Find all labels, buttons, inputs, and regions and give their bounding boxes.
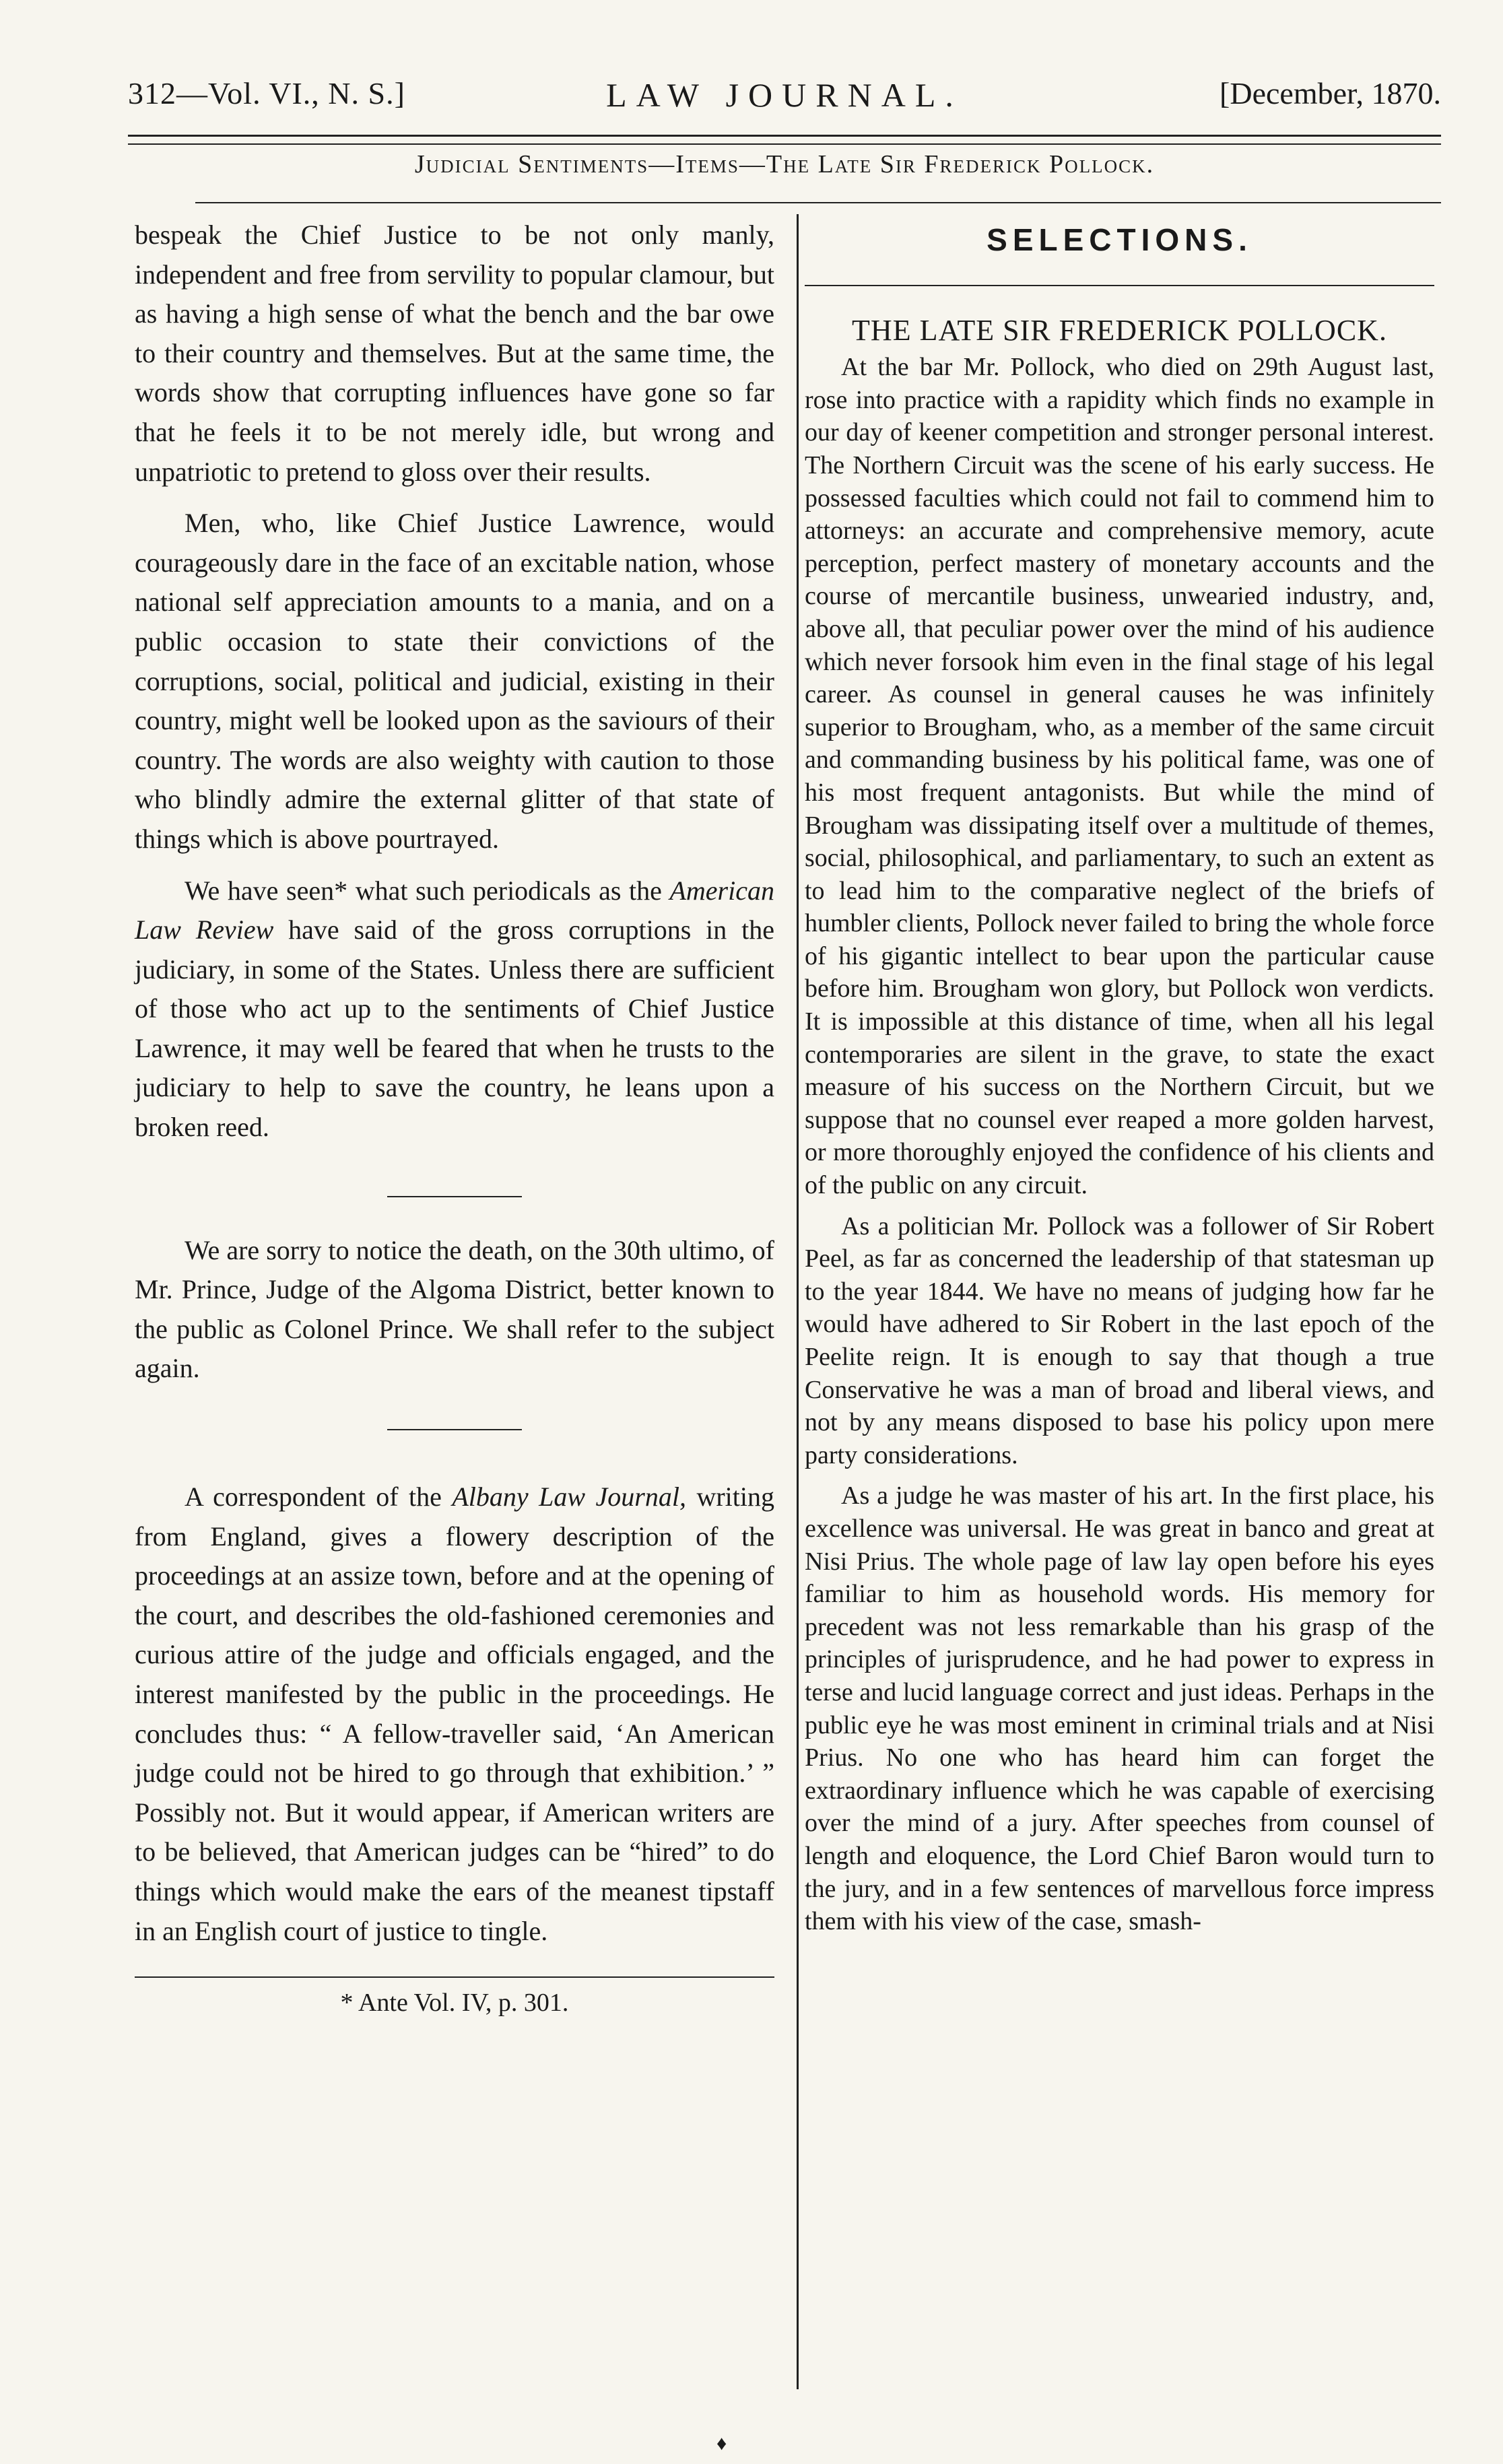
american-law-review-title: American Law Review xyxy=(135,875,774,945)
item-separator-1 xyxy=(387,1196,522,1197)
selections-rule xyxy=(805,285,1434,286)
article-title: THE LATE SIR FREDERICK POLLOCK. xyxy=(852,313,1387,347)
left-paragraph-3 xyxy=(135,871,774,1147)
albany-law-journal-title: Albany Law Journal, xyxy=(452,1481,686,1512)
article-paragraph-1: At the bar Mr. Pollock, who died on 29th August last, rose into practice with a rapidity which finds no example in our day of keener competition and stronger personal interest. The Northern Circuit was the scene of his early success. He possessed faculties which could not fail to commend him to attorneys: an accurate and comprehensive memory, acute perception, perfect mastery of monetary accounts and the course of mercantile business, unwearied industry, and, above all, that peculiar power over the mind of his audience which never forsook him even in the final stage of his legal career. As counsel in general causes he was infinitely superior to Brougham, who, as a member of the same circuit and commanding business by his political fame, was one of his most frequent antagonists. But while the mind of Brougham was dissipating itself over a multitude of themes, social, philosophical, and parliamentary, to such an extent as to lead him to the comparative neglect of the briefs of humbler clients, Pollock never failed to bring the whole force of his gigantic intellect to bear upon the particular cause before him. Brougham won glory, but Pollock won verdicts. It is impossible at this distance of time, when all his legal contemporaries are silent in the grave, to state the exact measure of his success on the Northern Circuit, but we suppose that no counsel ever reaped a more golden harvest, or more thoroughly enjoyed the confidence of his clients and of the public on any circuit. xyxy=(805,353,1434,1200)
albany-item-text-a: A correspondent of the xyxy=(185,1481,453,1512)
right-column xyxy=(805,215,1434,1938)
article-paragraph-3: As a judge he was master of his art. In the first place, his excellence was universal. He was great in banco and great at Nisi Prius. The whole page of law lay open before his eyes familiar to him as household words. His memory for precedent was not less remarkable than his grasp of the principles of jurisprudence, and he had power to express in terse and lucid language correct and just ideas. Perhaps in the public eye he was most eminent in criminal trials and at Nisi Prius. No one who has heard him can forget the extraordinary influence which he was capable of exercising over the mind of a jury. After speeches from counsel of length and eloquence, the Lord Chief Baron would turn to the jury, and in a few sentences of marvellous force impress them with his view of the case, smash- xyxy=(805,1481,1434,1936)
footnote-rule xyxy=(135,1976,774,1978)
albany-item-text-b: writing from England, gives a flowery description of the proceedings at an assize town, before and at the opening of the court, and describes the old-fashioned ceremonies and curious attire of the judge and officials engaged, and the interest manifested by the public in the proceedings. He concludes thus: “ A fellow-traveller said, ‘An American judge could not be hired to go through that exhibition.’ ” Possibly not. But it would appear, if American writers are to be believed, that American judges can be “hired” to do things which would make the ears of the meanest tipstaff in an English court of justice to tingle. xyxy=(135,1481,775,1946)
albany-journal-item xyxy=(135,1477,774,1951)
page-header xyxy=(128,75,1441,123)
footnote: * Ante Vol. IV, p. 301. xyxy=(340,1989,569,2018)
page-number-volume: 312—Vol. VI., N. S.] xyxy=(128,76,405,110)
left-paragraph-3-text-b: have said of the gross corruptions in the judiciary, in some of the States. Unless there are sufficient of those who act up to the sentiments of Chief Justice Lawrence, it may well be feared that when he trusts to the judiciary to help to save the country, he leans upon a broken reed. xyxy=(135,914,775,1143)
journal-title: LAW JOURNAL. xyxy=(606,76,963,114)
printer-mark: ♦ xyxy=(716,2432,727,2455)
selections-heading: SELECTIONS. xyxy=(987,222,1252,257)
item-separator-2 xyxy=(387,1429,522,1430)
left-paragraph-3-text-a: We have seen* what such periodicals as the xyxy=(185,875,670,906)
subheader-rule xyxy=(195,202,1441,203)
column-divider xyxy=(797,214,799,2389)
left-column xyxy=(135,215,774,2023)
prince-death-notice: We are sorry to notice the death, on the 30th ultimo, of Mr. Prince, Judge of the Algoma District, better known to the public as Colonel Prince. We shall refer to the subject again. xyxy=(135,1234,774,1384)
article-paragraph-2: As a politician Mr. Pollock was a follower of Sir Robert Peel, as far as concerned the leadership of that statesman up to the year 1844. We have no means of judging how far he would have adhered to Sir Robert in the last epoch of the Peelite reign. It is enough to say that though a true Conservative he was a man of broad and liberal views, and not by any means disposed to base his policy upon mere party considerations. xyxy=(805,1211,1434,1469)
header-rule xyxy=(128,135,1441,145)
left-paragraph-2: Men, who, like Chief Justice Lawrence, would courageously dare in the face of an excitable nation, whose national self appreciation amounts to a mania, and on a public occasion to state their convictions of the corruptions, social, political and judicial, existing in their country, might well be looked upon as the saviours of their country. The words are also weighty with caution to those who blindly admire the external glitter of that state of things which is above pourtrayed. xyxy=(135,508,774,854)
left-paragraph-1: bespeak the Chief Justice to be not only manly, independent and free from servility to popular clamour, but as having a high sense of what the bench and the bar owe to their country and themselves. But at the same time, the words show that corrupting influences have gone so far that he feels it to be not merely idle, but wrong and unpatriotic to pretend to gloss over their results. xyxy=(135,220,774,487)
issue-date: [December, 1870. xyxy=(1220,76,1441,110)
running-subheader: Judicial Sentiments—Items—The Late Sir Frederick Pollock. xyxy=(414,150,1155,178)
